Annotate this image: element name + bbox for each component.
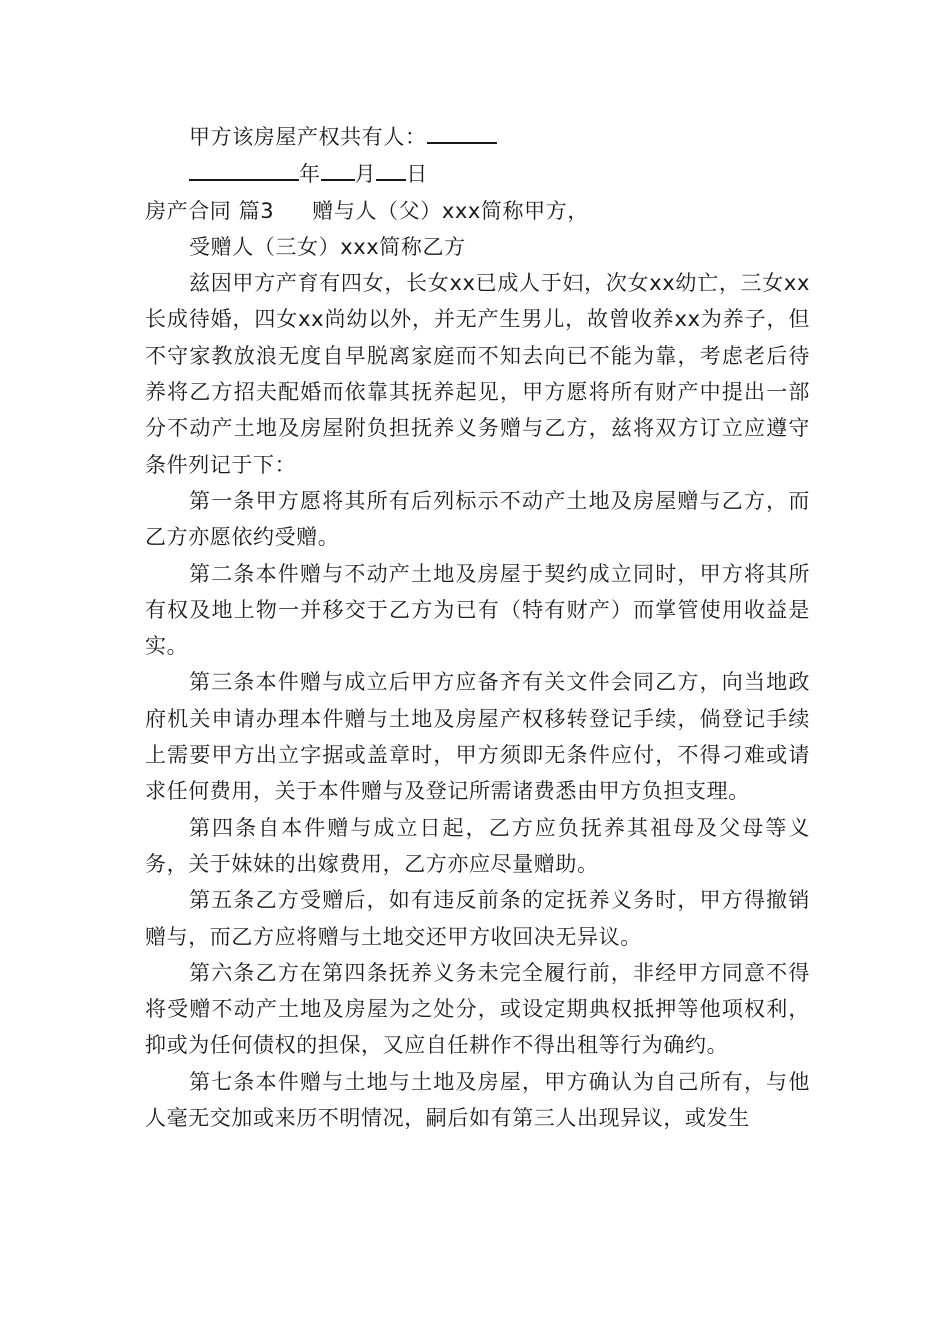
article-3-paragraph: 第三条本件赠与成立后甲方应备齐有关文件会同乙方，向当地政府机关申请办理本件赠与土地及房屋产权移转登记手续，倘登记手续上需要甲方出立字据或盖章时，甲方须即无条件应付，不得刁难或请求任何费用，关于本件赠与及登记所需诸费悉由甲方负担支理。	[145, 670, 810, 804]
day-blank	[376, 155, 406, 181]
article-1-paragraph: 第一条甲方愿将其所有后列标示不动产土地及房屋赠与乙方，而乙方亦愿依约受赠。	[145, 488, 810, 550]
month-label: 月	[354, 162, 377, 187]
article-4-paragraph: 第四条自本件赠与成立日起，乙方应负抚养其祖母及父母等义务，关于妹妹的出嫁费用，乙方亦应尽量赠助。	[145, 815, 810, 876]
co-owner-line	[145, 118, 810, 155]
year-label: 年	[299, 162, 321, 187]
donor-statement: 赠与人（父）xxx简称甲方，	[312, 198, 589, 223]
article-6-paragraph: 第六条乙方在第四条抚养义务未完全履行前，非经甲方同意不得将受赠不动产土地及房屋为之处分，或设定期典权抵押等他项权利，抑或为任何债权的担保，又应自任耕作不得出租等行为确约。	[145, 960, 810, 1058]
heading-line	[145, 193, 810, 229]
article-2-paragraph: 第二条本件赠与不动产土地及房屋于契约成立同时，甲方将其所有权及地上物一并移交于乙方为已有（特有财产）而掌管使用收益是实。	[145, 561, 810, 659]
date-line	[145, 155, 810, 192]
month-blank	[321, 155, 355, 181]
contract-page	[145, 118, 810, 1136]
article-5-paragraph: 第五条乙方受赠后，如有违反前条的定抚养义务时，甲方得撤销赠与，而乙方应将赠与土地交还甲方收回决无异议。	[145, 888, 810, 949]
recipient-statement: 受赠人（三女）xxx简称乙方	[189, 234, 466, 259]
co-owner-blank	[427, 118, 497, 144]
co-owner-label: 甲方该房屋产权共有人：	[189, 125, 427, 149]
day-label: 日	[406, 162, 428, 187]
contract-title: 房产合同 篇3	[145, 198, 275, 223]
article-7-paragraph: 第七条本件赠与土地与土地及房屋，甲方确认为自己所有，与他人毫无交加或来历不明情况，嗣后如有第三人出现异议，或发生	[145, 1069, 810, 1131]
year-blank	[189, 155, 299, 181]
preamble-paragraph: 兹因甲方产育有四女，长女xx已成人于妇，次女xx幼亡，三女xx长成待婚，四女xx尚幼以外，并无产生男儿，故曾收养xx为养子，但不守家教放浪无度自早脱离家庭而不知去向已不能为靠，考虑老后待养将乙方招夫配婚而依靠其抚养起见，甲方愿将所有财产中提出一部分不动产土地及房屋附负担抚养义务赠与乙方，兹将双方订立应遵守条件列记于下：	[145, 271, 810, 477]
